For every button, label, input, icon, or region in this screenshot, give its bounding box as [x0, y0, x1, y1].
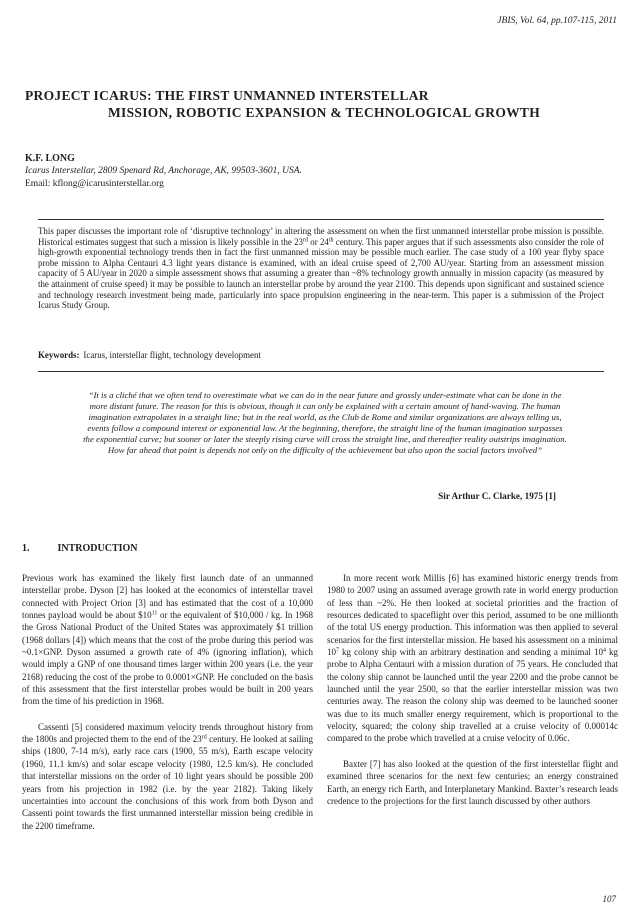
abstract-bottom-rule [38, 371, 604, 372]
epigraph-attribution: Sir Arthur C. Clarke, 1975 [1] [438, 491, 556, 501]
body-text: Baxter [7] has also looked at the question of the first interstellar flight and examined three scenarios for the next few centuries; an energy constrained Earth, an energy rich Earth, and Interplanetary Mankind. Baxter’s research leads credence to the projections for the first launch discussed by other authors [327, 758, 618, 806]
paper-title-line-2: MISSION, ROBOTIC EXPANSION & TECHNOLOGICAL GROWTH [108, 105, 541, 120]
body-paragraph [327, 572, 618, 745]
keywords-label: Keywords: [38, 350, 80, 360]
body-text: In more recent work Millis [6] has examined historic energy trends from 1980 to 2007 using an assumed average growth rate in world energy production of less than ~2%. He then looked at societal priorities and the fraction of resources dedicated to spaceflight over this period, assumed to be one millionth of the total US energy production. This information was then applied to several scenarios for the first interstellar mission. He based his assessment on a minimal 10 [327, 573, 618, 658]
abstract: This paper discusses the important role of ‘disruptive technology’ in altering the assessment on when the first unmanned interstellar probe mission is possible. Historical estimates suggest that such a mission is likely possible in the 23rd or 24th century. This paper argues that if such assessments also consider the role of high-growth exponential technology trends then in fact the first unmanned mission may be possible much earlier. The case study of a 100 year flyby space probe mission to Alpha Centauri 4.3 light years distance is examined, with an ideal cruise speed of 2,700 AU/year. Starting from an assessment mission capacity of 5 AU/year in 2020 a simple assessment shows that assuming a greater than ~8% technology growth annually in mission capacity (as measured by the attainment of cruise speed) it may be possible to launch an interstellar probe by around the year 2100. This depends upon significant and sustained science and technology research investment being made, particularly into space propulsion engineering in the near-term. This paper is a submission of the Project Icarus Study Group. [38, 226, 604, 311]
paper-title-line-1: PROJECT ICARUS: THE FIRST UNMANNED INTERSTELLAR [25, 88, 429, 103]
abstract-sup-1: rd [302, 237, 308, 244]
body-superscript: 11 [151, 610, 158, 617]
body-paragraph [22, 721, 313, 832]
body-text: Cassenti [5] considered maximum velocity trends throughout history from the 1800s and projected them to the end of the 23 [22, 721, 313, 745]
body-paragraph [327, 758, 618, 807]
abstract-text-3: century. This paper argues that if such assessments also consider the role of high-growth exponential technology trends then in fact the first unmanned mission may be possible much earlier. The case study of a 100 year flyby space probe mission to Alpha Centauri 4.3 light years distance is examined, with an ideal cruise speed of 2,700 AU/year. Starting from an assessment mission capacity of 5 AU/year in 2020 a simple assessment shows that assuming a greater than ~8% technology growth annually in mission capacity (as measured by the attainment of cruise speed) it may be possible to launch an interstellar probe by around the year 2100. This depends upon significant and sustained science and technology research investment being made, particularly into space propulsion engineering in the near-term. This paper is a submission of the Project Icarus Study Group. [38, 236, 604, 311]
abstract-text-1: This paper discusses the important role of ‘disruptive technology’ in altering the assessment on when the first unmanned interstellar probe mission is possible. Historical estimates suggest that such a mission is likely possible in the [38, 226, 604, 247]
body-paragraph [22, 572, 313, 708]
author-name: K.F. LONG [25, 153, 75, 164]
body-column-left [22, 572, 313, 832]
body-column-right [327, 572, 618, 807]
epigraph-quote: “It is a cliché that we often tend to overestimate what we can do in the near future and grossly under-estimate what can be done in the more distant future. The reason for this is obvious, though it can only be explained with a certain amount of hand-waving. The human imagination extrapolates in a straight line; but in the real world, as the Club de Rome and similar organizations are always telling us, events follow a compound interest or exponential law. At the beginning, therefore, the straight line of the human imagination surpasses the exponential curve; but sooner or later the steeply rising curve will cross the straight line, and thereafter reality outstrips imagination. How far ahead that point is depends not only on the difficulty of the achievement but also upon the social factors involved” [83, 390, 567, 455]
body-superscript: 4 [602, 647, 606, 654]
body-text: kg colony ship with an arbitrary destination and sending a minimal 10 [339, 647, 603, 658]
keywords [38, 350, 604, 360]
body-text: century. He looked at sailing ships (1800, 7-14 m/s), early race cars (1900, 55 m/s), Earth escape velocity (1960, 11.1 km/s) and solar escape velocity (1980, 12.5 km/s). He concluded that interstellar missions on the order of 10 light years should be possible 200 years from his projection in 1982 (i.e. by the year 2182). Taking likely uncertainties into account the conclusions of this work from both Dyson and Cassenti point towards the first unmanned interstellar mission being credible in the 2200 timeframe. [22, 734, 314, 831]
body-text: kg probe to Alpha Centauri with a mission duration of 75 years. He concluded that the colony ship cannot be launched until the year 2200 and the probe cannot be launched until the year 2500, so that the earlier interstellar mission was two centuries away. The reason the colony ship was deemed to be launched sooner was due to its much smaller energy requirement, which is proportional to the velocity, squared; the colony ship travelled at a cruise velocity of 0.00014c compared to the probe which travelled at a cruise velocity of 0.06c. [327, 647, 619, 744]
author-email: Email: kflong@icarusinterstellar.org [25, 179, 164, 189]
abstract-top-rule [38, 219, 604, 220]
section-title: INTRODUCTION [57, 543, 138, 554]
section-heading [22, 543, 138, 554]
author-affiliation: Icarus Interstellar, 2809 Spenard Rd, Anchorage, AK, 99503-3601, USA. [25, 166, 302, 176]
body-superscript: rd [201, 734, 207, 741]
journal-reference: JBIS, Vol. 64, pp.107-115, 2011 [497, 16, 617, 26]
keywords-text: Icarus, interstellar flight, technology development [83, 350, 261, 360]
abstract-text-2: or [307, 236, 320, 247]
body-superscript: 7 [336, 647, 339, 654]
body-text: Previous work has examined the likely first launch date of an unmanned interstellar probe. Dyson [2] has looked at the economics of interstellar travel connected with Project Orion [3] and has estimated that the cost of a 10,000 tonnes payload would be about $10 [22, 573, 313, 621]
section-number: 1. [22, 543, 30, 554]
page-number: 107 [602, 894, 616, 904]
body-text: or the equivalent of $10,000 / kg. In 1968 the Gross National Product of the United States was approximately $1 trillion (1968 dollars [4]) which means that the cost of the probe during this period was ~0.1×GNP. Dyson assumed a growth rate of 4% (ignoring inflation), which would imply a GNP of one thousand times larger within 200 years (i.e. the year 2168) reducing the cost of the probe to 0.0001×GNP. He concluded on the basis of this assessment that the first interstellar probes would be built in 200 years from the time of his prediction in 1968. [22, 610, 313, 707]
abstract-sup-2: th [328, 237, 334, 244]
